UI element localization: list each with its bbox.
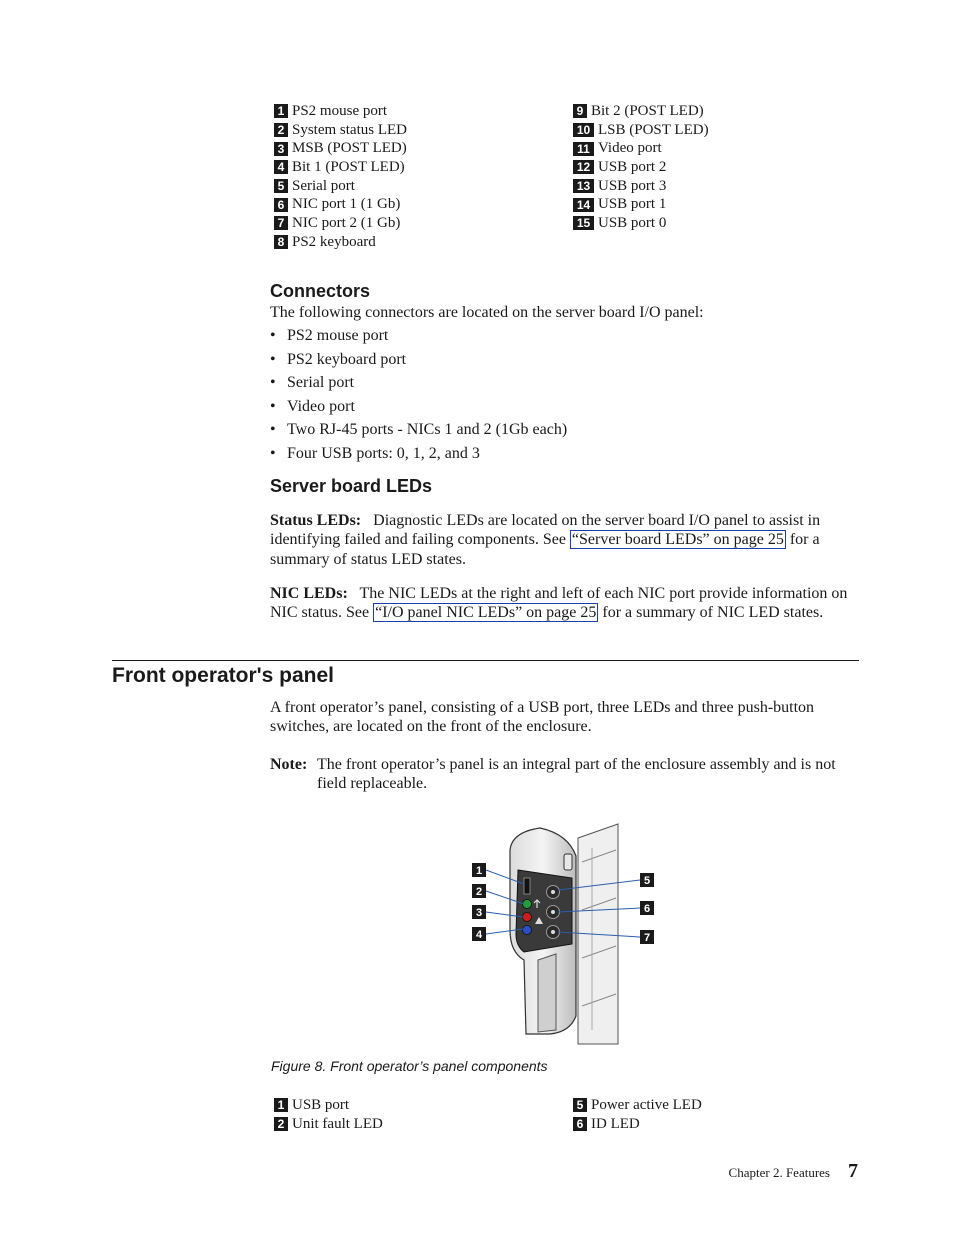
list-item: • Serial port bbox=[270, 374, 355, 391]
page-number: 7 bbox=[848, 1160, 858, 1182]
legend-item bbox=[573, 102, 709, 121]
front-panel-heading: Front operator's panel bbox=[112, 664, 335, 687]
legend-label: Video port bbox=[598, 140, 662, 157]
legend-label: USB port 2 bbox=[598, 159, 667, 176]
page-footer bbox=[729, 1160, 858, 1183]
legend-label: LSB (POST LED) bbox=[598, 121, 709, 138]
figure-callout: 1 bbox=[475, 865, 483, 877]
legend-item bbox=[274, 121, 407, 140]
connectors-intro: The following connectors are located on the server board I/O panel: bbox=[270, 304, 704, 321]
legend-label: PS2 keyboard bbox=[292, 233, 376, 250]
figure-callout: 7 bbox=[643, 932, 651, 944]
callout-number: 2 bbox=[274, 1117, 288, 1131]
usb-port-icon bbox=[524, 878, 530, 894]
server-leds-heading: Server board LEDs bbox=[270, 476, 433, 496]
front-panel-figure bbox=[460, 820, 660, 1050]
legend-label: USB port bbox=[292, 1097, 350, 1113]
legend-label: NIC port 1 (1 Gb) bbox=[292, 196, 401, 213]
legend-label: Unit fault LED bbox=[292, 1115, 383, 1132]
blue-led-icon bbox=[523, 926, 532, 935]
note-label: Note: bbox=[270, 756, 308, 773]
connectors-list bbox=[270, 324, 567, 465]
callout-number: 11 bbox=[573, 142, 594, 156]
callout-number: 8 bbox=[274, 235, 288, 249]
nic-leds-label: NIC LEDs: bbox=[270, 585, 348, 602]
legend-item bbox=[573, 158, 709, 177]
legend-item bbox=[274, 102, 407, 121]
callout-number: 1 bbox=[274, 104, 288, 118]
legend-item bbox=[274, 1115, 383, 1134]
status-leds-label: Status LEDs: bbox=[270, 512, 362, 529]
figure-callout: 3 bbox=[475, 907, 483, 919]
note-text: The front operator’s panel is an integral part of the enclosure assembly and is not field replaceable. bbox=[317, 756, 836, 793]
legend-item bbox=[274, 139, 407, 158]
callout-number: 6 bbox=[274, 198, 288, 212]
callout-number: 2 bbox=[274, 123, 288, 137]
bottom-legend-right bbox=[573, 1096, 702, 1133]
callout-number: 7 bbox=[274, 216, 288, 230]
legend-item bbox=[274, 177, 407, 196]
callout-number: 3 bbox=[274, 142, 288, 156]
legend-item bbox=[274, 158, 407, 177]
legend-label: PS2 mouse port bbox=[292, 103, 388, 119]
top-legend-right bbox=[573, 102, 709, 233]
callout-number: 6 bbox=[573, 1117, 587, 1131]
legend-label: Bit 1 (POST LED) bbox=[292, 159, 405, 176]
legend-item bbox=[573, 214, 709, 233]
legend-item bbox=[573, 121, 709, 140]
callout-number: 13 bbox=[573, 179, 594, 193]
nic-leds-paragraph: NIC LEDs: The NIC LEDs at the right and left of each NIC port provide information on NIC status. See “I/O panel NIC LEDs” on page 25 for a summary of NIC LED states. bbox=[270, 585, 848, 622]
list-item: • Video port bbox=[270, 397, 355, 415]
callout-number: 12 bbox=[573, 160, 594, 174]
legend-item bbox=[274, 1096, 383, 1115]
status-leds-paragraph: Status LEDs: Diagnostic LEDs are located on the server board I/O panel to assist in identifying failed and failing components. See “Server board LEDs” on page 25 for a summary of status LED states. bbox=[270, 512, 821, 568]
callout-number: 9 bbox=[573, 104, 587, 118]
io-panel-nic-leds-link[interactable]: “I/O panel NIC LEDs” on page 25 bbox=[375, 604, 597, 622]
list-item: • PS2 mouse port bbox=[270, 327, 389, 344]
figure-callout: 2 bbox=[475, 886, 483, 898]
callout-number: 5 bbox=[274, 179, 288, 193]
connectors-heading: Connectors bbox=[270, 281, 371, 301]
list-item: • Four USB ports: 0, 1, 2, and 3 bbox=[270, 444, 480, 462]
front-panel-intro: A front operator’s panel, consisting of a USB port, three LEDs and three push-button switches, are located on the front of the enclosure. bbox=[270, 699, 815, 736]
list-item: • PS2 keyboard port bbox=[270, 350, 407, 368]
callout-number: 14 bbox=[573, 198, 594, 212]
legend-label: USB port 3 bbox=[598, 177, 667, 194]
legend-item bbox=[274, 195, 407, 214]
legend-item bbox=[573, 177, 709, 196]
legend-label: Power active LED bbox=[591, 1097, 702, 1113]
section-divider bbox=[112, 660, 859, 661]
callout-number: 1 bbox=[274, 1098, 288, 1112]
bottom-legend-left bbox=[274, 1096, 383, 1133]
red-led-icon bbox=[523, 913, 532, 922]
figure-callout: 5 bbox=[643, 875, 651, 887]
figure-callout: 6 bbox=[643, 903, 651, 915]
legend-item bbox=[274, 214, 407, 233]
legend-label: Bit 2 (POST LED) bbox=[591, 103, 704, 119]
legend-label: USB port 1 bbox=[598, 196, 667, 213]
callout-number: 4 bbox=[274, 160, 288, 174]
note-block bbox=[270, 755, 856, 794]
figure-callout: 4 bbox=[475, 929, 483, 941]
legend-label: MSB (POST LED) bbox=[292, 140, 407, 157]
legend-item bbox=[573, 139, 709, 158]
top-legend-left bbox=[274, 102, 407, 252]
callout-number: 10 bbox=[573, 123, 594, 137]
legend-label: Serial port bbox=[292, 177, 355, 194]
legend-label: NIC port 2 (1 Gb) bbox=[292, 215, 401, 232]
legend-item bbox=[573, 1115, 702, 1134]
legend-label: USB port 0 bbox=[598, 215, 667, 232]
legend-item bbox=[573, 195, 709, 214]
callout-number: 15 bbox=[573, 216, 594, 230]
legend-label: ID LED bbox=[591, 1115, 640, 1132]
legend-item bbox=[274, 233, 407, 252]
legend-item bbox=[573, 1096, 702, 1115]
front-panel-illustration bbox=[460, 820, 660, 1050]
server-board-leds-link[interactable]: “Server board LEDs” on page 25 bbox=[571, 531, 784, 549]
legend-label: System status LED bbox=[292, 121, 407, 138]
chapter-label: Chapter 2. Features bbox=[728, 1165, 830, 1180]
figure-caption: Figure 8. Front operator’s panel components bbox=[271, 1058, 548, 1074]
callout-number: 5 bbox=[573, 1098, 587, 1112]
list-item: • Two RJ-45 ports - NICs 1 and 2 (1Gb each) bbox=[270, 421, 568, 438]
